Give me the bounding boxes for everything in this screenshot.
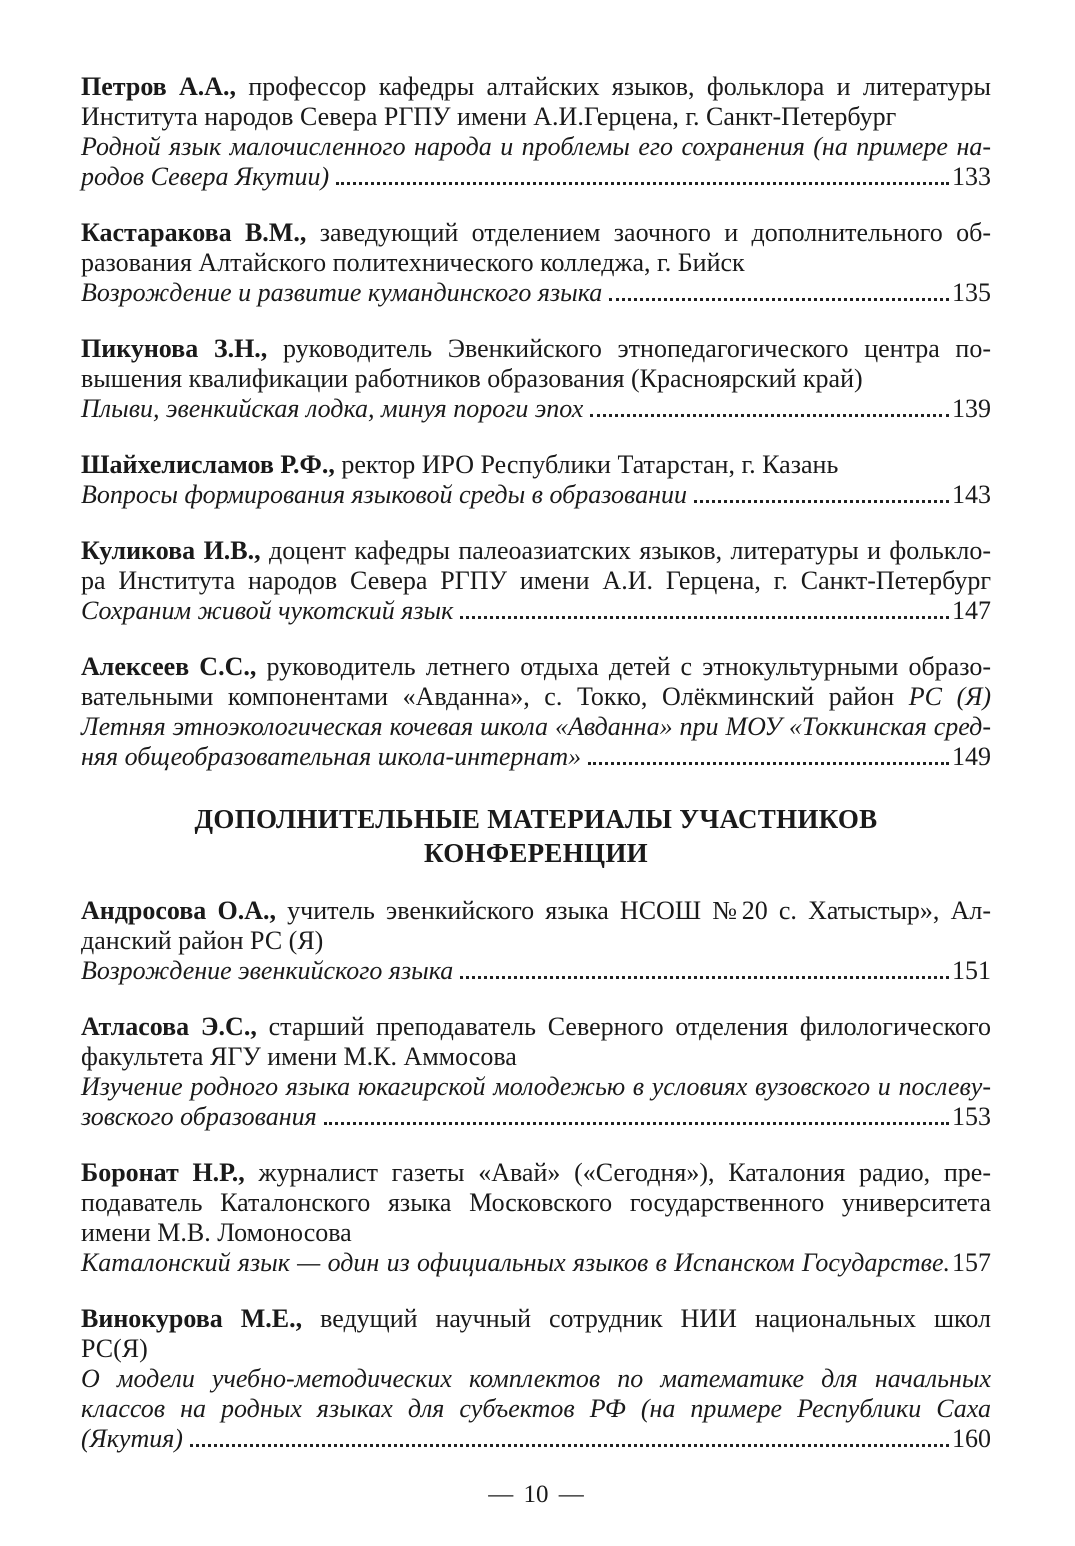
- author-line: [81, 450, 991, 480]
- affiliation-text: руководитель Эвенкийского этнопедагогического центра по-: [267, 334, 992, 363]
- toc-entry: [81, 334, 991, 424]
- title-text: родов Севера Якутии): [81, 162, 330, 191]
- title-text: няя общеобразовательная школа-интернат»: [81, 742, 582, 771]
- affiliation-text: доцент кафедры палеоазиатских языков, литературы и фолькло-: [260, 536, 991, 565]
- page-number: 160: [952, 1424, 991, 1453]
- author-name: Петров А.А.,: [81, 72, 237, 101]
- dot-leader: [609, 298, 949, 301]
- author-name: Андросова О.А.,: [81, 896, 276, 925]
- title-text: Сохраним живой чукотский язык: [81, 596, 454, 625]
- affiliation-line: данский район РС (Я): [81, 926, 324, 955]
- title-leader-line: [81, 1424, 991, 1454]
- affiliation-line: Института народов Севера РГПУ имени А.И.Герцена, г. Санкт-Петербург: [81, 102, 897, 131]
- dot-leader: [190, 1444, 949, 1447]
- footer-page-number: — 10 —: [488, 1481, 584, 1508]
- title-leader-line: [81, 596, 991, 626]
- author-line: [81, 218, 991, 248]
- toc-entry: [81, 896, 991, 986]
- author-name: Боронат Н.Р.,: [81, 1158, 245, 1187]
- dot-leader: [590, 414, 949, 417]
- affiliation-line: ра Института народов Севера РГПУ имени А.И. Герцена, г. Санкт-Петербург: [81, 566, 991, 595]
- title-leader-line: [81, 1102, 991, 1132]
- title-text: Возрождение и развитие кумандинского языка: [81, 278, 603, 307]
- author-line: [81, 72, 991, 102]
- affiliation-text: руководитель летнего отдыха детей с этнокультурными образо-: [256, 652, 991, 681]
- page-number: 147: [952, 596, 991, 625]
- title-leader-line: [81, 480, 991, 510]
- toc-entry: [81, 72, 991, 192]
- toc-entry: [81, 1304, 991, 1454]
- section-heading: ДОПОЛНИТЕЛЬНЫЕ МАТЕРИАЛЫ УЧАСТНИКОВ КОНФЕРЕНЦИИ: [194, 804, 878, 868]
- author-line: [81, 896, 991, 926]
- author-name: Алексеев С.С.,: [81, 652, 257, 681]
- title-leader-line: [81, 162, 991, 192]
- title-leader-line: [81, 742, 991, 772]
- author-line: [81, 1012, 991, 1042]
- author-line: [81, 1304, 991, 1334]
- affiliation-line: [81, 682, 991, 712]
- toc-entry: [81, 218, 991, 308]
- title-text: (Якутия): [81, 1424, 183, 1453]
- page-number: 143: [952, 480, 991, 509]
- title-line: О модели учебно-методических комплектов по математике для начальных: [81, 1364, 991, 1393]
- author-name: Шайхелисламов Р.Ф.,: [81, 450, 335, 479]
- page-number: 151: [952, 956, 991, 985]
- page-number: 153: [952, 1102, 991, 1131]
- page-number: 139: [952, 394, 991, 423]
- title-text: Каталонский язык — один из официальных языков в Испанском Государстве.: [81, 1248, 950, 1277]
- affiliation-text: ведущий научный сотрудник НИИ национальных школ: [302, 1304, 991, 1333]
- affiliation-line: РС(Я): [81, 1334, 148, 1363]
- affiliation-line: разования Алтайского политехнического колледжа, г. Бийск: [81, 248, 745, 277]
- affiliation-text: профессор кафедры алтайских языков, фольклора и литературы: [236, 72, 991, 101]
- affiliation-text: вательными компонентами «Авданна», с. Токко, Олёкминский район: [81, 682, 909, 711]
- author-line: [81, 536, 991, 566]
- affiliation-line: вышения квалификации работников образования (Красноярский край): [81, 364, 863, 393]
- title-leader-line: [81, 278, 991, 308]
- title-text: Возрождение эвенкийского языка: [81, 956, 454, 985]
- dot-leader: [460, 976, 949, 979]
- dot-leader: [324, 1122, 949, 1125]
- toc-entry: [81, 1012, 991, 1132]
- affiliation-line: подаватель Каталонского языка Московского государственного университета: [81, 1188, 991, 1217]
- toc-entry: [81, 652, 991, 772]
- toc-entry: [81, 536, 991, 626]
- author-name: Пикунова З.Н.,: [81, 334, 268, 363]
- affiliation-text: заведующий отделением заочного и дополнительного об-: [306, 218, 991, 247]
- author-line: [81, 1158, 991, 1188]
- author-name: Винокурова М.Е.,: [81, 1304, 303, 1333]
- author-line: [81, 652, 991, 682]
- affiliation-text: старший преподаватель Северного отделения филологического: [256, 1012, 991, 1041]
- page-number: 157: [952, 1248, 991, 1277]
- title-line: Изучение родного языка юкагирской молодежью в условиях вузовского и послеву-: [81, 1072, 991, 1101]
- dot-leader: [694, 500, 949, 503]
- affiliation-text: журналист газеты «Авай» («Сегодня»), Каталония радио, пре-: [244, 1158, 991, 1187]
- author-name: Куликова И.В.,: [81, 536, 261, 565]
- toc-entry: [81, 1158, 991, 1278]
- title-leader-line: [81, 1248, 991, 1278]
- title-leader-line: [81, 956, 991, 986]
- author-line: [81, 334, 991, 364]
- title-line: Родной язык малочисленного народа и проблемы его сохранения (на примере на-: [81, 132, 991, 161]
- page-number: 149: [952, 742, 991, 771]
- title-text: зовского образования: [81, 1102, 317, 1131]
- title-text: Плыви, эвенкийская лодка, минуя пороги эпох: [81, 394, 584, 423]
- toc-entry: [81, 450, 991, 510]
- affiliation-text: учитель эвенкийского языка НСОШ №20 с. Хатыстыр», Ал-: [275, 896, 991, 925]
- affiliation-region-italic: РС (Я): [908, 682, 991, 711]
- title-line: классов на родных языках для субъектов РФ (на примере Республики Саха: [81, 1394, 991, 1423]
- affiliation-text: ректор ИРО Республики Татарстан, г. Казань: [334, 450, 839, 479]
- title-leader-line: [81, 394, 991, 424]
- title-text: Вопросы формирования языковой среды в образовании: [81, 480, 688, 509]
- author-name: Атласова Э.С.,: [81, 1012, 257, 1041]
- affiliation-line: имени М.В. Ломоносова: [81, 1218, 352, 1247]
- affiliation-line: факультета ЯГУ имени М.К. Аммосова: [81, 1042, 517, 1071]
- page-number: 135: [952, 278, 991, 307]
- title-line: Летняя этноэкологическая кочевая школа «Авданна» при МОУ «Токкинская сред-: [81, 712, 991, 741]
- page-number: 133: [952, 162, 991, 191]
- author-name: Кастаракова В.М.,: [81, 218, 307, 247]
- dot-leader: [336, 182, 949, 185]
- dot-leader: [460, 616, 949, 619]
- dot-leader: [588, 762, 949, 765]
